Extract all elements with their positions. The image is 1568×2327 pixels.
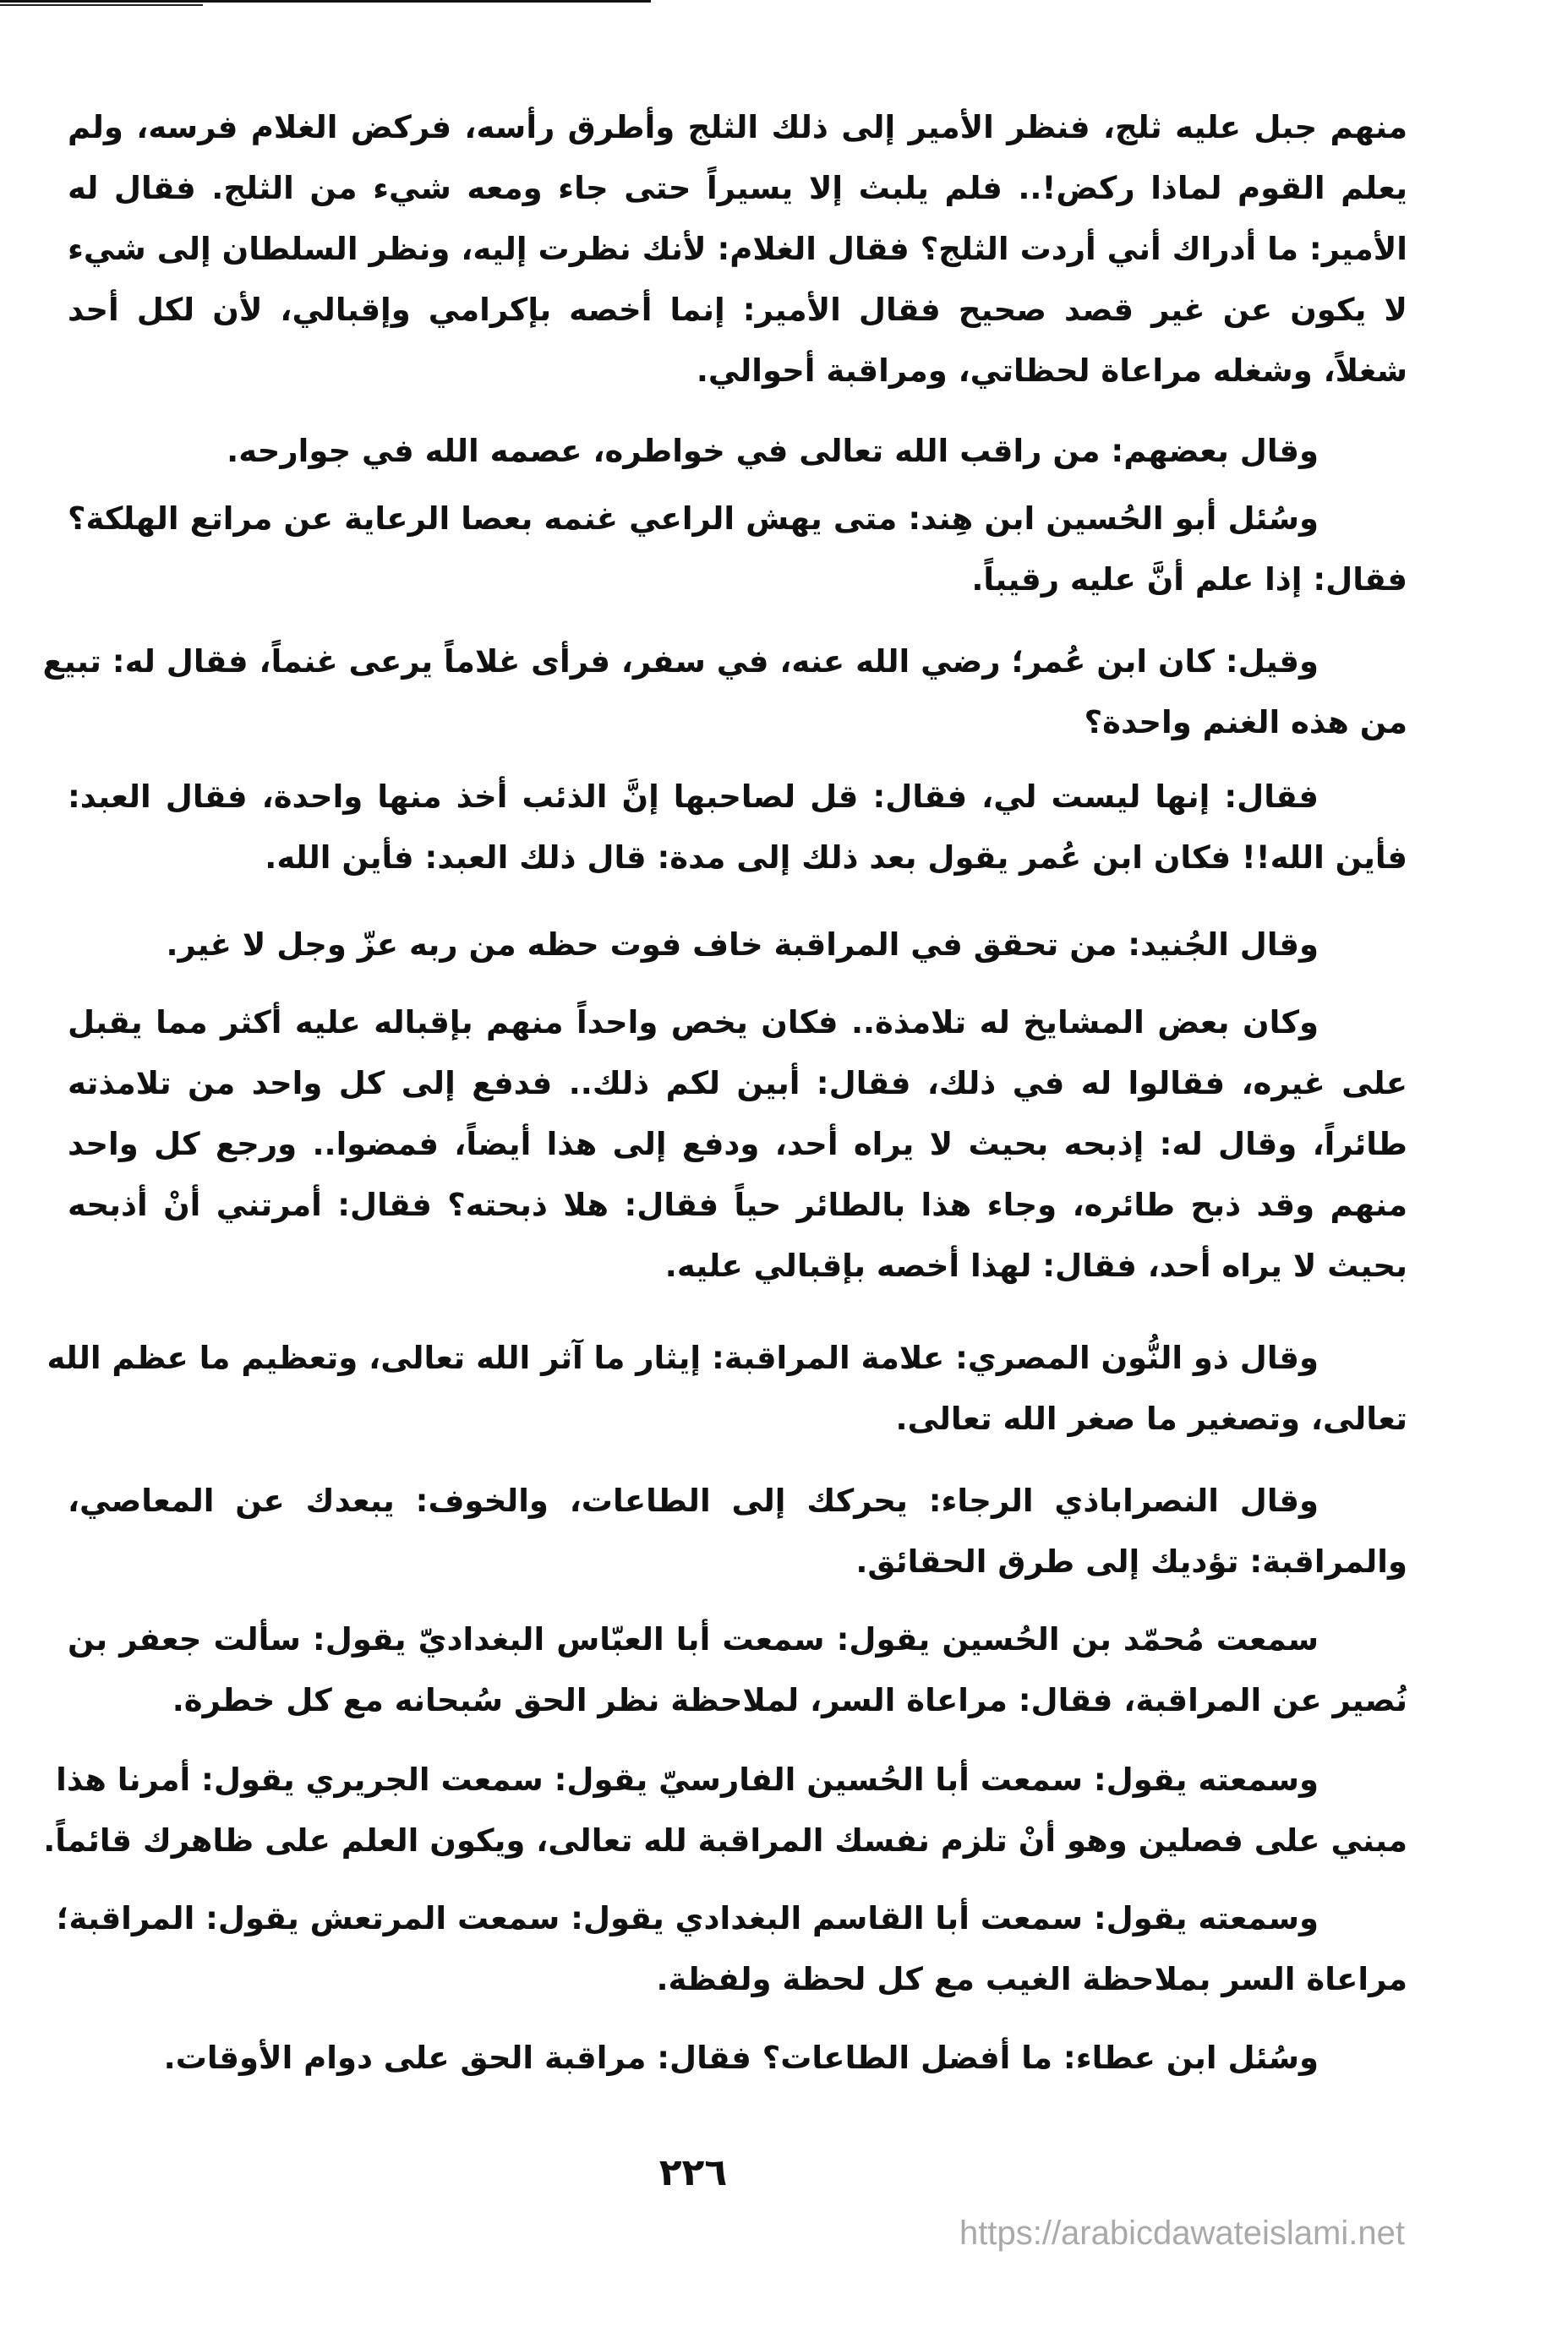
text-line: فأين الله!! فكان ابن عُمر يقول بعد ذلك إلى مدة: قال ذلك العبد: فأين الله. [265,839,1407,876]
text-line: بحيث لا يراه أحد، فقال: لهذا أخصه بإقبالي عليه. [664,1248,1407,1284]
text-line: وقيل: كان ابن عُمر؛ رضي الله عنه، في سفر، فرأى غلاماً يرعى غنماً، فقال له: تبيع [42,643,1319,680]
paragraph [56,1888,1407,2010]
paragraph [68,489,1407,610]
text-line: على غيره، فقالوا له في ذلك، فقال: أبين لكم ذلك.. فدفع إلى كل واحد من تلامذته [68,1065,1407,1101]
paragraph [68,1471,1407,1592]
paragraph [68,1609,1407,1731]
text-line: منهم وقد ذبح طائره، وجاء هذا بالطائر حياً فقال: هلا ذبحته؟ فقال: أمرتني أنْ أذبحه [68,1187,1407,1223]
text-line: وسُئل ابن عطاء: ما أفضل الطاعات؟ فقال: مراقبة الحق على دوام الأوقات. [163,2040,1319,2076]
text-line: وسُئل أبو الحُسين ابن هِند: متى يهش الراعي غنمه بعصا الرعاية عن مراتع الهلكة؟ [68,500,1319,537]
text-line: والمراقبة: تؤديك إلى طرق الحقائق. [855,1543,1407,1580]
paragraph [68,767,1407,888]
text-line: نُصير عن المراقبة، فقال: مراعاة السر، لملاحظة نظر الحق سُبحانه مع كل خطرة. [172,1682,1407,1718]
text-line: الأمير: ما أدراك أني أردت الثلج؟ فقال الغلام: لأنك نظرت إليه، ونظر السلطان إلى شيء [68,231,1407,267]
paragraph [68,992,1407,1297]
text-line: مراعاة السر بملاحظة الغيب مع كل لحظة ولفظة. [656,1961,1407,1997]
text-line: من هذه الغنم واحدة؟ [1084,704,1407,740]
header-rule-secondary [0,4,203,6]
text-line: سمعت مُحمّد بن الحُسين يقول: سمعت أبا العبّاس البغداديّ يقول: سألت جعفر بن [68,1621,1319,1658]
text-line: شغلاً، وشغله مراعاة لحظاتي، ومراقبة أحوالي. [696,352,1407,389]
paragraph [68,97,1407,401]
text-line: تعالى، وتصغير ما صغر الله تعالى. [895,1401,1407,1437]
paragraph [42,631,1407,753]
text-line: طائراً، وقال له: إذبحه بحيث لا يراه أحد، ودفع إلى هذا أيضاً، فمضوا.. ورجع كل واحد [68,1126,1407,1162]
paragraph [68,2028,1407,2089]
paragraph [46,1328,1407,1450]
text-line: وقال بعضهم: من راقب الله تعالى في خواطره، عصمه الله في جوارحه. [227,433,1319,469]
text-line: فقال: إذا علم أنَّ عليه رقيباً. [971,561,1407,598]
text-line: لا يكون عن غير قصد صحيح فقال الأمير: إنما أخصه بإكرامي وإقبالي، لأن لكل أحد [68,292,1407,328]
text-line: منهم جبل عليه ثلج، فنظر الأمير إلى ذلك الثلج وأطرق رأسه، فركض الغلام فرسه، ولم [68,109,1407,145]
text-line: مبني على فصلين وهو أنْ تلزم نفسك المراقبة لله تعالى، ويكون العلم على ظاهرك قائماً. [43,1822,1407,1859]
text-line: وسمعته يقول: سمعت أبا القاسم البغدادي يقول: سمعت المرتعش يقول: المراقبة؛ [56,1900,1319,1936]
page-number: ٢٢٦ [658,2151,728,2194]
paragraph [68,915,1407,975]
text-line: يعلم القوم لماذا ركض!.. فلم يلبث إلا يسيراً حتى جاء ومعه شيء من الثلج. فقال له [68,170,1407,206]
text-line: وسمعته يقول: سمعت أبا الحُسين الفارسيّ يقول: سمعت الجريري يقول: أمرنا هذا [56,1762,1319,1798]
text-line: وقال ذو النُّون المصري: علامة المراقبة: إيثار ما آثر الله تعالى، وتعظيم ما عظم الله [46,1340,1319,1376]
paragraph [68,421,1407,482]
text-line: وقال الجُنيد: من تحقق في المراقبة خاف فوت حظه من ربه عزّ وجل لا غير. [166,926,1319,963]
paragraph [43,1750,1407,1871]
header-rule [0,0,651,3]
watermark-url: https://arabicdawateislami.net [959,2215,1405,2252]
text-line: وكان بعض المشايخ له تلامذة.. فكان يخص واحداً منهم بإقباله عليه أكثر مما يقبل [68,1004,1319,1041]
text-line: فقال: إنها ليست لي، فقال: قل لصاحبها إنَّ الذئب أخذ منها واحدة، فقال العبد: [68,778,1319,815]
text-line: وقال النصراباذي الرجاء: يحركك إلى الطاعات، والخوف: يبعدك عن المعاصي، [68,1483,1319,1519]
